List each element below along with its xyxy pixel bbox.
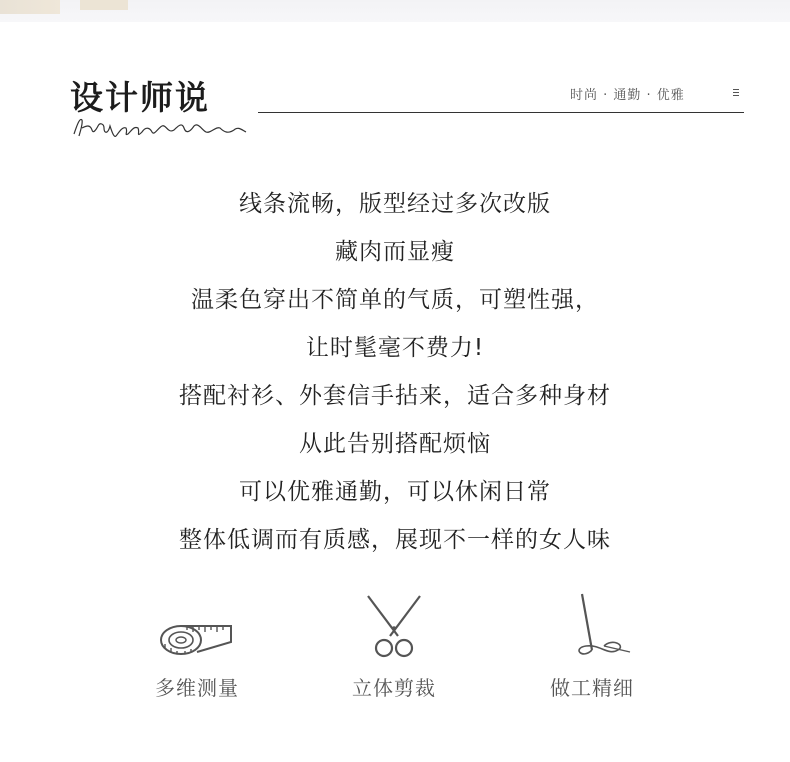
needle-thread-icon bbox=[552, 590, 632, 660]
script-subtitle bbox=[70, 112, 250, 146]
copy-line: 让时髦毫不费力! bbox=[305, 335, 485, 361]
tape-measure-icon bbox=[157, 590, 237, 660]
designer-copy bbox=[0, 180, 790, 564]
feature-item bbox=[522, 590, 662, 701]
photo-fragment bbox=[80, 0, 128, 10]
photo-fragment bbox=[0, 0, 60, 14]
copy-line: 温柔色穿出不简单的气质，可塑性强， bbox=[191, 287, 599, 313]
feature-item bbox=[127, 590, 267, 701]
feature-label: 立体剪裁 bbox=[352, 676, 436, 700]
feature-label: 多维测量 bbox=[155, 676, 239, 700]
copy-line: 搭配衬衫、外套信手拈来，适合多种身材 bbox=[179, 383, 611, 409]
inspiration-script-logo bbox=[70, 112, 250, 142]
copy-line: 藏肉而显瘦 bbox=[335, 239, 455, 265]
header-divider bbox=[258, 112, 744, 113]
copy-line: 线条流畅，版型经过多次改版 bbox=[239, 191, 551, 217]
menu-icon bbox=[733, 89, 739, 96]
header-tags: 时尚 · 通勤 · 优雅 bbox=[570, 88, 685, 103]
copy-line: 整体低调而有质感，展现不一样的女人味 bbox=[179, 527, 611, 553]
feature-label: 做工精细 bbox=[550, 676, 634, 700]
scissors-icon bbox=[354, 590, 434, 660]
section-title: 设计师说 bbox=[70, 78, 210, 117]
copy-line: 可以优雅通勤，可以休闲日常 bbox=[239, 479, 551, 505]
copy-line: 从此告别搭配烦恼 bbox=[299, 431, 491, 457]
top-photo-strip bbox=[0, 0, 790, 22]
feature-row bbox=[0, 590, 790, 720]
feature-item bbox=[324, 590, 464, 701]
